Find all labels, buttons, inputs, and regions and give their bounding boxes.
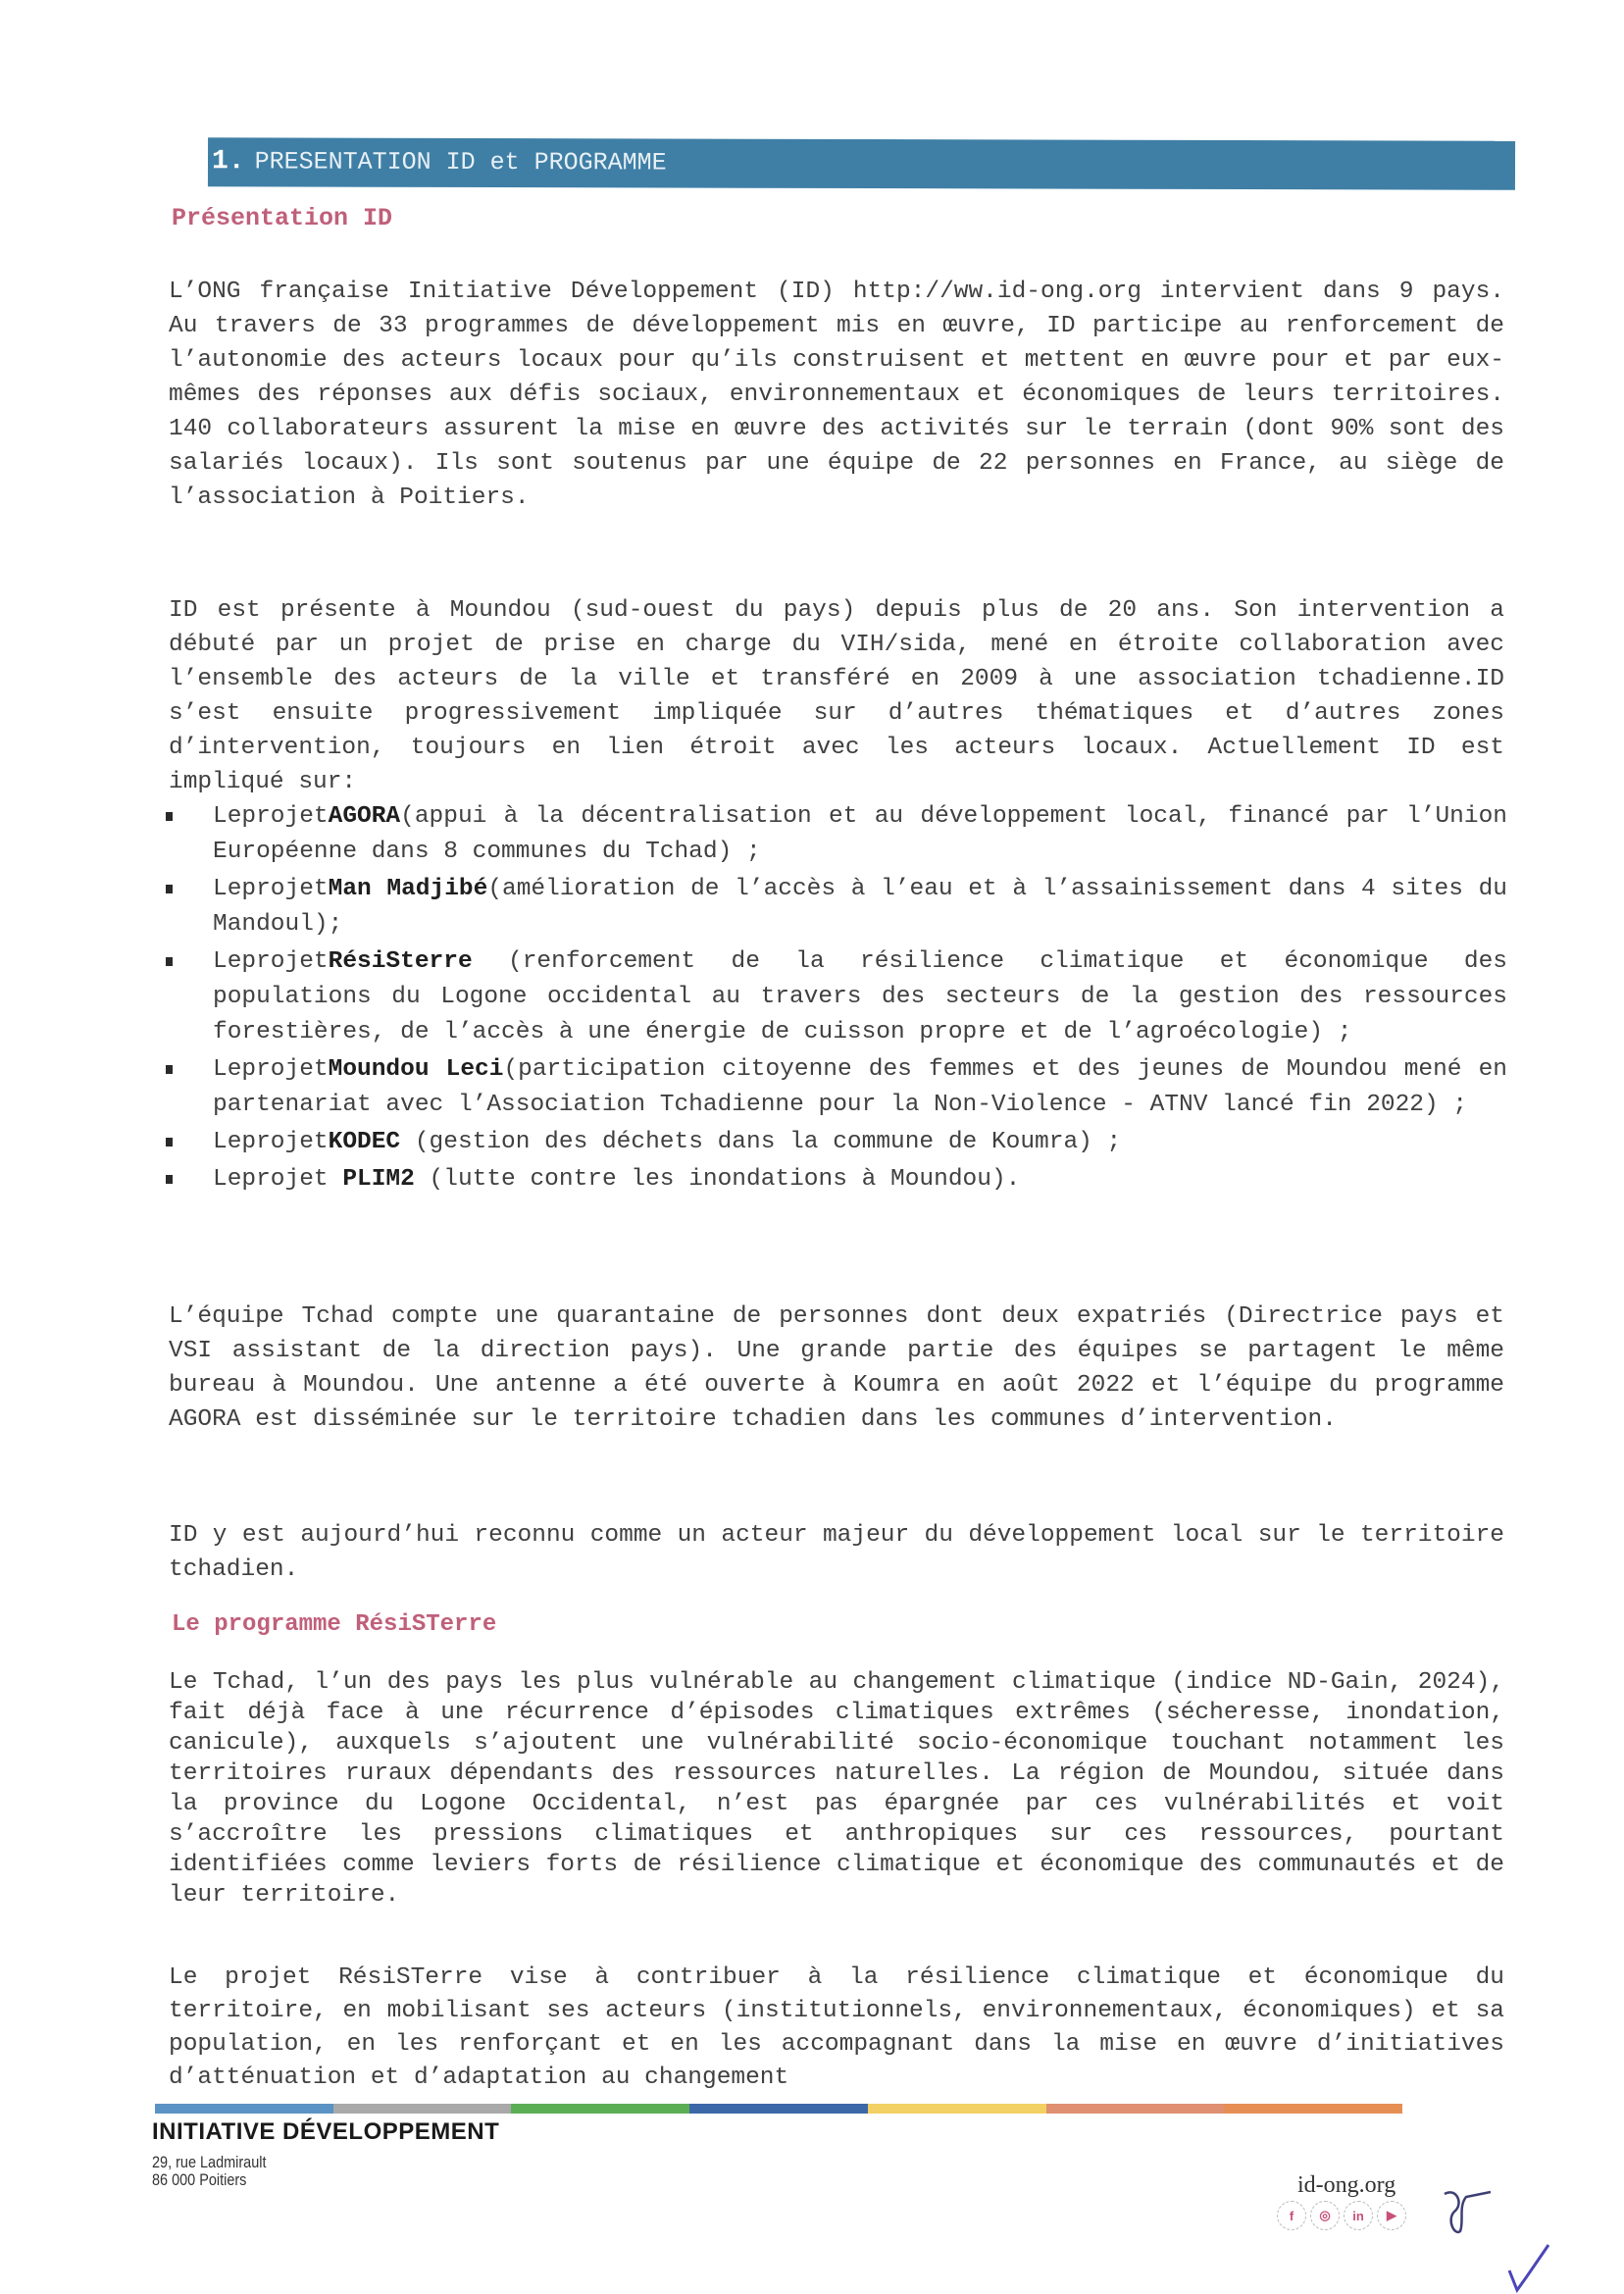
list-item-project bbox=[162, 872, 1507, 943]
paragraph-project-goal: Le projet RésiSTerre vise à contribuer à la résilience climatique et économique du territoire, en mobilisant ses acteurs (institutionnels, environnementaux, économiques) et sa population, en les renforçant et en les accompagnant dans la mise en œuvre d’initiatives d’atténuation et d’adaptation au changement bbox=[169, 1964, 1504, 2091]
project-prefix: Leprojet bbox=[213, 876, 329, 902]
paragraph-team-chad: L’équipe Tchad compte une quarantaine de personnes dont deux expatriés (Directrice pays et VSI assistant de la direction pays). Une grande partie des équipes se partagent le même bureau à Moundou. Une antenne a été ouverte à Koumra en août 2022 et l’équipe du programme AGORA est disséminée sur le territoire tchadien dans les communes d’intervention. bbox=[169, 1303, 1504, 1433]
footer-address bbox=[152, 2154, 266, 2189]
address-line-city: 86 000 Poitiers bbox=[152, 2170, 247, 2189]
colorbar-segment bbox=[689, 2104, 868, 2114]
handwritten-checkmark-icon bbox=[1505, 2241, 1554, 2294]
paragraph-recognition: ID y est aujourd’hui reconnu comme un acteur majeur du développement local sur le territoire tchadien. bbox=[169, 1522, 1504, 1583]
list-item-project bbox=[162, 944, 1507, 1050]
list-item-project bbox=[162, 1162, 1507, 1198]
project-name: AGORA bbox=[328, 803, 401, 830]
project-description: (participation citoyenne des femmes et des jeunes de Moundou mené en partenariat avec l’Association Tchadienne pour la Non-Violence - ATNV lancé fin 2022) ; bbox=[213, 1056, 1507, 1118]
list-item-project bbox=[162, 1125, 1507, 1160]
section-title: PRESENTATION ID et PROGRAMME bbox=[254, 147, 667, 178]
footer-org-name: INITIATIVE DÉVELOPPEMENT bbox=[152, 2118, 500, 2145]
handwritten-initials-icon bbox=[1437, 2182, 1496, 2241]
footer-social-icons bbox=[1277, 2201, 1406, 2230]
colorbar-segment bbox=[155, 2104, 333, 2114]
project-name: KODEC bbox=[328, 1129, 401, 1155]
project-prefix: Leprojet bbox=[213, 803, 329, 830]
project-prefix: Leprojet bbox=[213, 1056, 329, 1083]
footer-colorbar bbox=[155, 2104, 1402, 2114]
list-item-project bbox=[162, 799, 1507, 870]
heading-programme-resisterre: Le programme RésiSTerre bbox=[172, 1611, 497, 1638]
project-name: Man Madjibé bbox=[328, 876, 488, 902]
paragraph-chad-climate: Le Tchad, l’un des pays les plus vulnérable au changement climatique (indice ND-Gain, 2024), fait déjà face à une récurrence d’épisodes climatiques extrêmes (sécheresse, inondation, canicule), auxquels s’ajoutent une vulnérabilité socio-économique touchant notamment les territoires ruraux dépendants des ressources naturelles. La région de Moundou, située dans la province du Logone Occidental, n’est pas épargnée par ces vulnérabilités et voit s’accroître les pressions climatiques et anthropiques sur ces ressources, pourtant identifiées comme leviers forts de résilience climatique et économique des communautés et de leur territoire. bbox=[169, 1669, 1504, 1909]
project-name: Moundou Leci bbox=[328, 1056, 504, 1083]
project-prefix: Leprojet bbox=[213, 1129, 329, 1155]
instagram-icon[interactable]: ◎ bbox=[1310, 2201, 1340, 2230]
bullet-icon bbox=[166, 812, 173, 821]
section-number: 1. bbox=[211, 146, 245, 178]
bullet-icon bbox=[166, 1065, 173, 1074]
section-header-band bbox=[208, 137, 1515, 189]
footer-website-link[interactable]: id-ong.org bbox=[1297, 2172, 1396, 2198]
project-name: RésiSterre bbox=[328, 948, 473, 975]
colorbar-segment bbox=[511, 2104, 689, 2114]
paragraph-moundou-history: ID est présente à Moundou (sud-ouest du pays) depuis plus de 20 ans. Son intervention a débuté par un projet de prise en charge du VIH/sida, mené en étroite collaboration avec l’ensemble des acteurs de la ville et transféré en 2009 à une association tchadienne.ID s’est ensuite progressivement impliquée sur d’autres thématiques et d’autres zones d’intervention, toujours en lien étroit avec les acteurs locaux. Actuellement ID est impliqué sur: bbox=[169, 597, 1504, 795]
projects-list bbox=[162, 799, 1507, 1199]
project-description: (amélioration de l’accès à l’eau et à l’assainissement dans 4 sites du Mandoul); bbox=[213, 876, 1507, 938]
project-description: (appui à la décentralisation et au développement local, financé par l’Union Européenne dans 8 communes du Tchad) ; bbox=[213, 803, 1507, 865]
project-prefix: Leprojet bbox=[213, 948, 329, 975]
project-name: PLIM2 bbox=[342, 1166, 415, 1193]
paragraph-ong-intro: L’ONG française Initiative Développement (ID) http://ww.id-ong.org intervient dans 9 pays. Au travers de 33 programmes de développement mis en œuvre, ID participe au renforcement de l’autonomie des acteurs locaux pour qu’ils construisent et mettent en œuvre pour et par eux-mêmes des réponses aux défis sociaux, environnementaux et économiques de leurs territoires. 140 collaborateurs assurent la mise en œuvre des activités sur le terrain (dont 90% sont des salariés locaux). Ils sont soutenus par une équipe de 22 personnes en France, au siège de l’association à Poitiers. bbox=[169, 279, 1504, 511]
project-description: (lutte contre les inondations à Moundou). bbox=[414, 1166, 1021, 1193]
facebook-icon[interactable]: f bbox=[1277, 2201, 1306, 2230]
address-line-street: 29, rue Ladmirault bbox=[152, 2153, 267, 2171]
project-description: (renforcement de la résilience climatique et économique des populations du Logone occidental au travers des secteurs de la gestion des ressources forestières, de l’accès à une énergie de cuisson propre et de l’agroécologie) ; bbox=[213, 948, 1507, 1045]
bullet-icon bbox=[166, 885, 173, 893]
colorbar-segment bbox=[1224, 2104, 1402, 2114]
heading-presentation-id: Présentation ID bbox=[172, 204, 393, 232]
linkedin-icon[interactable]: in bbox=[1344, 2201, 1373, 2230]
colorbar-segment bbox=[1046, 2104, 1225, 2114]
list-item-project bbox=[162, 1052, 1507, 1123]
bullet-icon bbox=[166, 1175, 173, 1184]
youtube-icon[interactable]: ▶ bbox=[1377, 2201, 1406, 2230]
project-prefix: Leprojet bbox=[213, 1166, 343, 1193]
colorbar-segment bbox=[333, 2104, 512, 2114]
bullet-icon bbox=[166, 1138, 173, 1147]
bullet-icon bbox=[166, 957, 173, 966]
project-description: (gestion des déchets dans la commune de Koumra) ; bbox=[400, 1129, 1122, 1155]
colorbar-segment bbox=[868, 2104, 1046, 2114]
